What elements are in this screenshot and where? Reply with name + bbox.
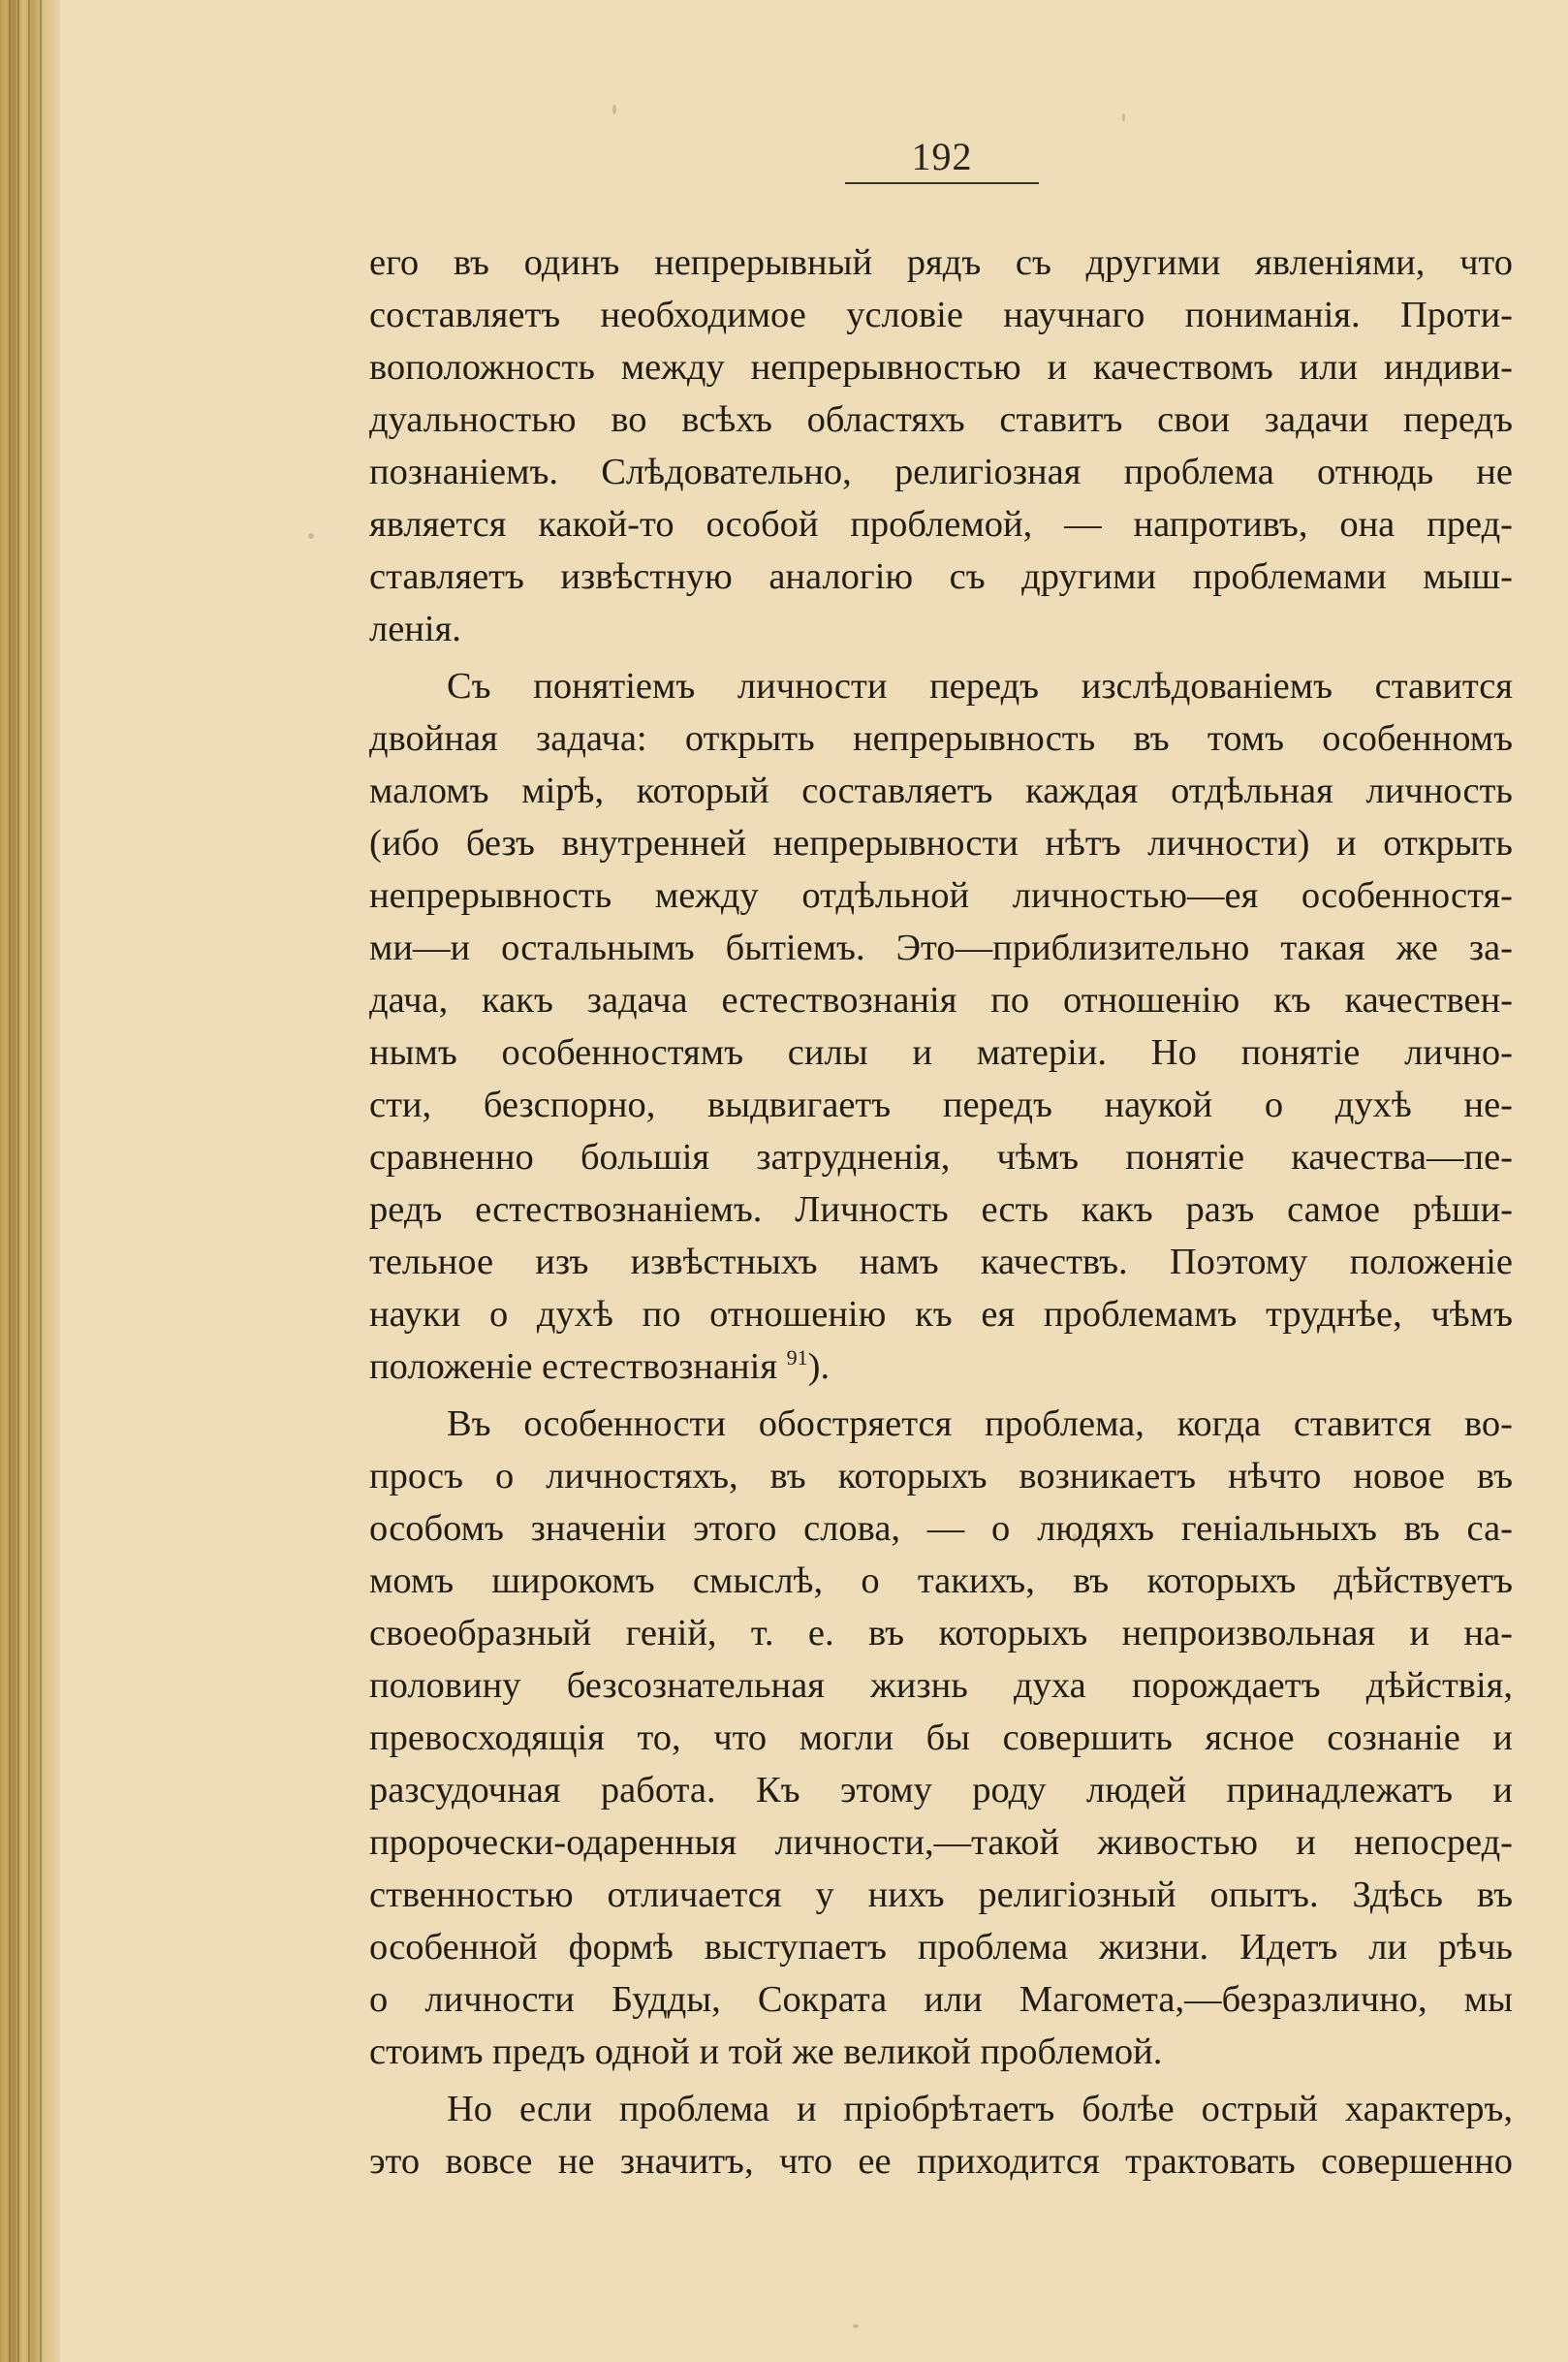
text-line-content: это вовсе не значитъ, что ее приходится трактовать совершенно <box>369 2141 1513 2182</box>
text-line <box>369 498 1513 551</box>
text-line-content: сти, безспорно, выдвигаетъ передъ наукой о духѣ не- <box>369 1085 1513 1125</box>
text-line <box>369 341 1513 394</box>
text-line <box>369 922 1513 974</box>
body-text <box>369 236 1513 2192</box>
text-line-content: особенной формѣ выступаетъ проблема жизни. Идетъ ли рѣчь <box>369 1927 1513 1968</box>
text-line <box>369 289 1513 341</box>
text-line <box>369 869 1513 922</box>
spine-crease <box>9 0 11 2362</box>
book-spine-edge <box>0 0 60 2362</box>
text-line <box>369 1340 1513 1393</box>
text-line-content: науки о духѣ по отношенію къ ея проблемамъ труднѣе, чѣмъ <box>369 1294 1513 1335</box>
text-line-tail: ). <box>807 1346 831 1387</box>
text-line <box>369 712 1513 765</box>
text-line <box>369 1502 1513 1555</box>
text-line <box>369 1973 1513 2026</box>
paper-speck <box>853 2324 859 2328</box>
footnote-reference[interactable]: 91 <box>786 1345 808 1370</box>
text-line-content: маломъ мірѣ, который составляетъ каждая отдѣльная личность <box>369 771 1513 811</box>
text-line <box>369 1450 1513 1502</box>
text-line-content: воположность между непрерывностью и качествомъ или индиви- <box>369 347 1513 388</box>
text-line-content: о личности Будды, Сократа или Магомета,—безразлично, мы <box>369 1979 1513 2020</box>
text-line-content: пророчески-одаренныя личности,—такой живостью и непосред- <box>369 1822 1513 1863</box>
paper-speck <box>1122 113 1125 121</box>
text-line <box>369 1869 1513 1921</box>
paper-speck <box>612 105 616 114</box>
text-line-content: является какой-то особой проблемой, — напротивъ, она пред- <box>369 504 1513 545</box>
text-line-content: Въ особенности обостряется проблема, когда ставится во- <box>447 1403 1513 1444</box>
text-line <box>369 2026 1513 2078</box>
text-line <box>369 1288 1513 1340</box>
text-line-content: его въ одинъ непрерывный рядъ съ другими явленіями, что <box>369 242 1513 283</box>
text-line <box>369 1236 1513 1288</box>
text-line <box>369 1921 1513 1973</box>
page-number-rule <box>845 182 1039 184</box>
text-line <box>369 1026 1513 1079</box>
text-line-content: составляетъ необходимое условіе научнаго пониманія. Проти- <box>369 295 1513 335</box>
text-line-content: сравненно большія затрудненія, чѣмъ понятіе качества—пе- <box>369 1137 1513 1178</box>
text-line-content: превосходящія то, что могли бы совершить ясное сознаніе и <box>369 1717 1513 1758</box>
paragraph <box>369 236 1513 655</box>
text-line <box>369 2135 1513 2188</box>
text-line <box>369 1398 1513 1450</box>
text-line <box>369 446 1513 498</box>
text-line-content: редъ естествознаніемъ. Личность есть какъ разъ самое рѣши- <box>369 1189 1513 1230</box>
text-line-content: особомъ значеніи этого слова, — о людяхъ геніальныхъ въ са- <box>369 1508 1513 1549</box>
text-line-content: нымъ особенностямъ силы и матеріи. Но понятіе лично- <box>369 1032 1513 1073</box>
paragraph <box>369 1398 1513 2078</box>
paper-speck <box>308 533 314 539</box>
text-line <box>369 974 1513 1026</box>
text-line <box>369 603 1513 655</box>
page-number: 192 <box>911 135 973 178</box>
text-line <box>369 1607 1513 1659</box>
text-line-content: ми—и остальнымъ бытіемъ. Это—приблизительно такая же за- <box>369 928 1513 968</box>
text-line-content: тельное изъ извѣстныхъ намъ качествъ. Поэтому положеніе <box>369 1242 1513 1282</box>
text-line <box>369 1712 1513 1764</box>
text-line <box>369 1555 1513 1607</box>
text-line <box>369 1183 1513 1236</box>
text-line-content: половину безсознательная жизнь духа порождаетъ дѣйствія, <box>369 1665 1513 1706</box>
paragraph <box>369 2083 1513 2188</box>
text-line-content: своеобразный геній, т. е. въ которыхъ непроизвольная и на- <box>369 1613 1513 1653</box>
paragraph <box>369 660 1513 1393</box>
text-line <box>369 1764 1513 1816</box>
text-line-content: стоимъ предъ одной и той же великой проблемой. <box>369 2031 1163 2072</box>
text-line-content: (ибо безъ внутренней непрерывности нѣтъ личности) и открыть <box>369 823 1513 864</box>
text-line-content: дуальностью во всѣхъ областяхъ ставитъ свои задачи передъ <box>369 399 1513 440</box>
text-line-content: ставляетъ извѣстную аналогію съ другими проблемами мыш- <box>369 556 1513 597</box>
text-line-content: момъ широкомъ смыслѣ, о такихъ, въ которыхъ дѣйствуетъ <box>369 1560 1513 1601</box>
text-line <box>369 2083 1513 2135</box>
text-line-content: познаніемъ. Слѣдовательно, религіозная проблема отнюдь не <box>369 452 1513 492</box>
text-line-content: непрерывность между отдѣльной личностью—ея особенностя- <box>369 875 1513 916</box>
text-line-content: дача, какъ задача естествознанія по отношенію къ качествен- <box>369 980 1513 1021</box>
text-line <box>369 236 1513 289</box>
text-line-content: положеніе естествознанія <box>369 1346 778 1387</box>
text-line <box>369 660 1513 712</box>
text-line-content: ленія. <box>369 609 461 649</box>
text-line-content: просъ о личностяхъ, въ которыхъ возникаетъ нѣчто новое въ <box>369 1456 1513 1496</box>
text-line-content: Съ понятіемъ личности передъ изслѣдованіемъ ставится <box>447 666 1513 707</box>
text-line-content: ственностью отличается у нихъ религіозный опытъ. Здѣсь въ <box>369 1874 1513 1915</box>
text-line <box>369 765 1513 817</box>
text-line-content: двойная задача: открыть непрерывность въ томъ особенномъ <box>369 718 1513 759</box>
text-line-content: разсудочная работа. Къ этому роду людей принадлежатъ и <box>369 1770 1513 1811</box>
text-line <box>369 394 1513 446</box>
text-line <box>369 1659 1513 1712</box>
text-line <box>369 817 1513 869</box>
spine-crease <box>28 0 30 2362</box>
spine-crease <box>17 0 19 2362</box>
spine-crease <box>40 0 42 2362</box>
text-line <box>369 1131 1513 1183</box>
text-line-content: Но если проблема и пріобрѣтаетъ болѣе острый характеръ, <box>447 2089 1513 2129</box>
text-line <box>369 1816 1513 1869</box>
text-line <box>369 1079 1513 1131</box>
text-line <box>369 551 1513 603</box>
